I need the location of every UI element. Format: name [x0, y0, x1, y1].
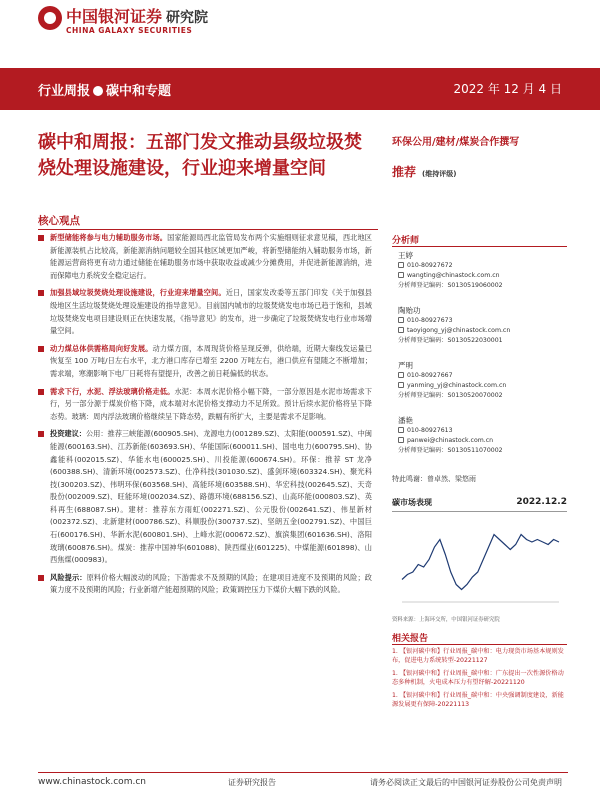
mail-icon [398, 437, 404, 443]
rating: 推荐 (维持评级) [392, 165, 457, 179]
analyst-card [398, 360, 568, 401]
performance-header [392, 497, 567, 511]
core-view-item [50, 572, 372, 597]
acknowledgement: 特此鸣谢：曾卓然、梁悠雨 [392, 475, 476, 483]
analyst-email[interactable]: yanming_yj@chinastock.com.cn [398, 381, 568, 391]
core-view-item [50, 287, 372, 337]
item-lead: 动力煤总体供需格局向好发展。 [50, 343, 153, 353]
logo-en: CHINA GALAXY SECURITIES [66, 26, 193, 35]
analyst-cert: 分析师登记编码：S0130511070002 [398, 447, 503, 454]
performance-chart [392, 514, 567, 614]
footer-divider [38, 772, 568, 773]
analyst-name: 陶贻功 [398, 306, 421, 315]
divider [392, 246, 567, 247]
performance-title: 碳市场表现 [392, 498, 432, 507]
item-lead: 加强县域垃圾焚烧处理设施建设，行业迎来增量空间。 [50, 288, 226, 298]
analyst-cert: 分析师登记编码：S0130522030001 [398, 337, 503, 344]
institute-name: 研究院 [166, 10, 209, 26]
analyst-email[interactable]: panwei@chinastock.com.cn [398, 436, 568, 446]
mail-icon [398, 327, 404, 333]
core-view-item [50, 343, 372, 381]
related-list [392, 647, 570, 712]
item-lead: 投资建议： [50, 429, 86, 439]
analyst-email[interactable]: wangting@chinastock.com.cn [398, 271, 568, 281]
phone-icon [398, 317, 404, 323]
analyst-name: 王婷 [398, 251, 413, 260]
analyst-cert: 分析师登记编码：S0130520070002 [398, 392, 503, 399]
report-title: 碳中和周报：五部门发文推动县级垃圾焚烧处理设施建设，行业迎来增量空间 [38, 132, 362, 179]
divider [38, 229, 378, 230]
item-body: 国家能源局西北监管局发布两个实施细则征求意见稿，西北地区新能源装机占比较高，新能源消纳问题较全国其他区域更加严峻，将新型储能纳入辅助服务市场，新能源运营商将更有动力通过储能在辅助服务市场中获取收益或减少分摊费用，并促进新能源消纳，进而保障电力系统安全稳定运行。 [50, 233, 372, 280]
analyst-card [398, 250, 568, 291]
rating-note: (维持评级) [422, 170, 457, 178]
mail-icon [398, 382, 404, 388]
phone-icon [398, 372, 404, 378]
core-view-item [50, 232, 372, 282]
report-type: 行业周报 碳中和专题 [38, 84, 172, 99]
analyst-name: 潘艳 [398, 416, 413, 425]
item-body: 原料价格大幅波动的风险；下游需求不及预期的风险；在建项目进度不及预期的风险；政策力度不及预期的风险；行业新增产能超预期的风险；政策调控压力下煤价大幅下跌的风险。 [50, 572, 372, 595]
related-heading: 相关报告 [392, 634, 429, 644]
analyst-phone: 010-80927613 [398, 426, 568, 436]
side-panel [392, 130, 567, 180]
galaxy-logo-icon [38, 6, 62, 30]
industry-label: 环保公用/建材/煤炭合作撰写 [392, 137, 520, 148]
phone-icon [398, 427, 404, 433]
related-report-item[interactable]: 1. 【银河碳中和】行业周报_碳中和：电力现货市场基本规则发布，促进电力系统转型-20221127 [392, 647, 570, 666]
item-body: 水泥：本周水泥价格小幅下降，一部分原因是水泥市场需求下行，另一部分源于煤炭价格下降，成本端对水泥价格支撑动力不足所致。预计后续水泥价格将呈下降态势。玻璃：周内浮法玻璃价格继续呈下降态势，跌幅有所扩大，主要是需求不足影响。 [50, 386, 372, 421]
analyst-name: 严明 [398, 361, 413, 370]
logo-cn: 中国银河证券 研究院 [66, 7, 209, 26]
analyst-cert: 分析师登记编码：S0130519060002 [398, 282, 503, 289]
core-view-heading: 核心观点 [38, 215, 80, 227]
analyst-phone: 010-80927667 [398, 371, 568, 381]
item-body: 近日，国家发改委等五部门印发《关于加强县级地区生活垃圾焚烧处理设施建设的指导意见》。目前国内城市的垃圾焚烧发电市场已趋于饱和，县域垃圾焚烧发电项目建设则正在快速发展，《指导意见》的发布，进一步确定了垃圾焚烧发电行业市场增量空间。 [50, 288, 372, 336]
item-body: 动力煤方面，本周现货价格呈现反弹，供给端，近期大秦线发运量已恢复至 100 万吨/日左右水平，北方港口库存已增至 2200 万吨左右，港口供应有望随之不断增加；需求端，寒潮影响下电厂日耗将有望提升，改善之前日耗偏低的状态。 [50, 343, 372, 378]
report-header [0, 0, 600, 56]
analyst-phone: 010-80927672 [398, 261, 568, 271]
analyst-email[interactable]: taoyigong_yj@chinastock.com.cn [398, 326, 568, 336]
item-lead: 需求下行，水泥、浮法玻璃价格走低。 [50, 386, 175, 396]
item-body: 公用：推荐三峡能源(600905.SH)、龙源电力(001289.SZ)、太阳能(000591.SZ)、中闽能源(600163.SH)、江苏新能(603693.SH)、华能国际(600011.SH)、国电电力(600795.SH)、协鑫能科(002015.SZ)、华能水电(600025.SH)、川投能源(600674.SH)。环保：推荐 ST 龙净(600388.SH)、清新环境(002573.SZ)、仕净科技(301030.SZ)、盛剑环境(603324.SH)、聚光科技(300203.SZ)、伟明环保(603568.SH)、高能环境(603588.SH)、华宏科技(002645.SZ)、天奇股份(002009.SZ)、旺能环境(002034.SZ)、路德环境(688156.SZ)、山高环能(000803.SZ)、英科再生(688087.SH)。建材：推荐东方雨虹(002271.SZ)、公元股份(002641.SZ)、伟星新材(002372.SZ)、北新建材(000786.SZ)、科顺股份(300737.SZ)、坚朗五金(002791.SZ)、中国巨石(600176.SH)、华新水泥(600801.SH)、上峰水泥(000672.SZ)、旗滨集团(601636.SH)、洛阳玻璃(600876.SH)。煤炭：推荐中国神华(601088)、陕西煤业(601225)、中煤能源(601898)、山西焦煤(000983)。 [50, 429, 372, 565]
footer-label: 证券研究报告 [228, 778, 276, 787]
divider [392, 511, 567, 512]
chart-source: 资料来源：上海环交所，中国银河证券研究院 [392, 617, 500, 623]
core-view-item [50, 428, 372, 567]
core-view-list [50, 232, 372, 602]
analyst-card [398, 305, 568, 346]
footer-disclaimer: 请务必阅读正文最后的中国银河证券股份公司免责声明 [370, 778, 562, 787]
analyst-heading: 分析师 [392, 236, 420, 246]
divider [392, 644, 567, 645]
analyst-card [398, 415, 568, 456]
mail-icon [398, 272, 404, 278]
item-lead: 风险提示： [50, 572, 87, 582]
core-view-item [50, 386, 372, 424]
bullet-dot-icon [93, 86, 103, 96]
item-lead: 新型储能将参与电力辅助服务市场。 [50, 233, 168, 242]
footer-site[interactable]: www.chinastock.com.cn [38, 777, 146, 787]
related-report-item[interactable]: 1. 【银河碳中和】行业周报_碳中和：广东提出一次性源价格动态多种机制，火电成本压力有望纾解-20221120 [392, 669, 570, 688]
series-line [402, 535, 559, 590]
phone-icon [398, 262, 404, 268]
report-date: 2022 年 12 月 4 日 [453, 82, 562, 96]
report-type-band [0, 68, 600, 110]
performance-date: 2022.12.2 [516, 497, 567, 507]
related-report-item[interactable]: 1. 【银河碳中和】行业周报_碳中和：中央强调制度建设，新能源发展更有保障-20221113 [392, 691, 570, 710]
analyst-phone: 010-80927673 [398, 316, 568, 326]
